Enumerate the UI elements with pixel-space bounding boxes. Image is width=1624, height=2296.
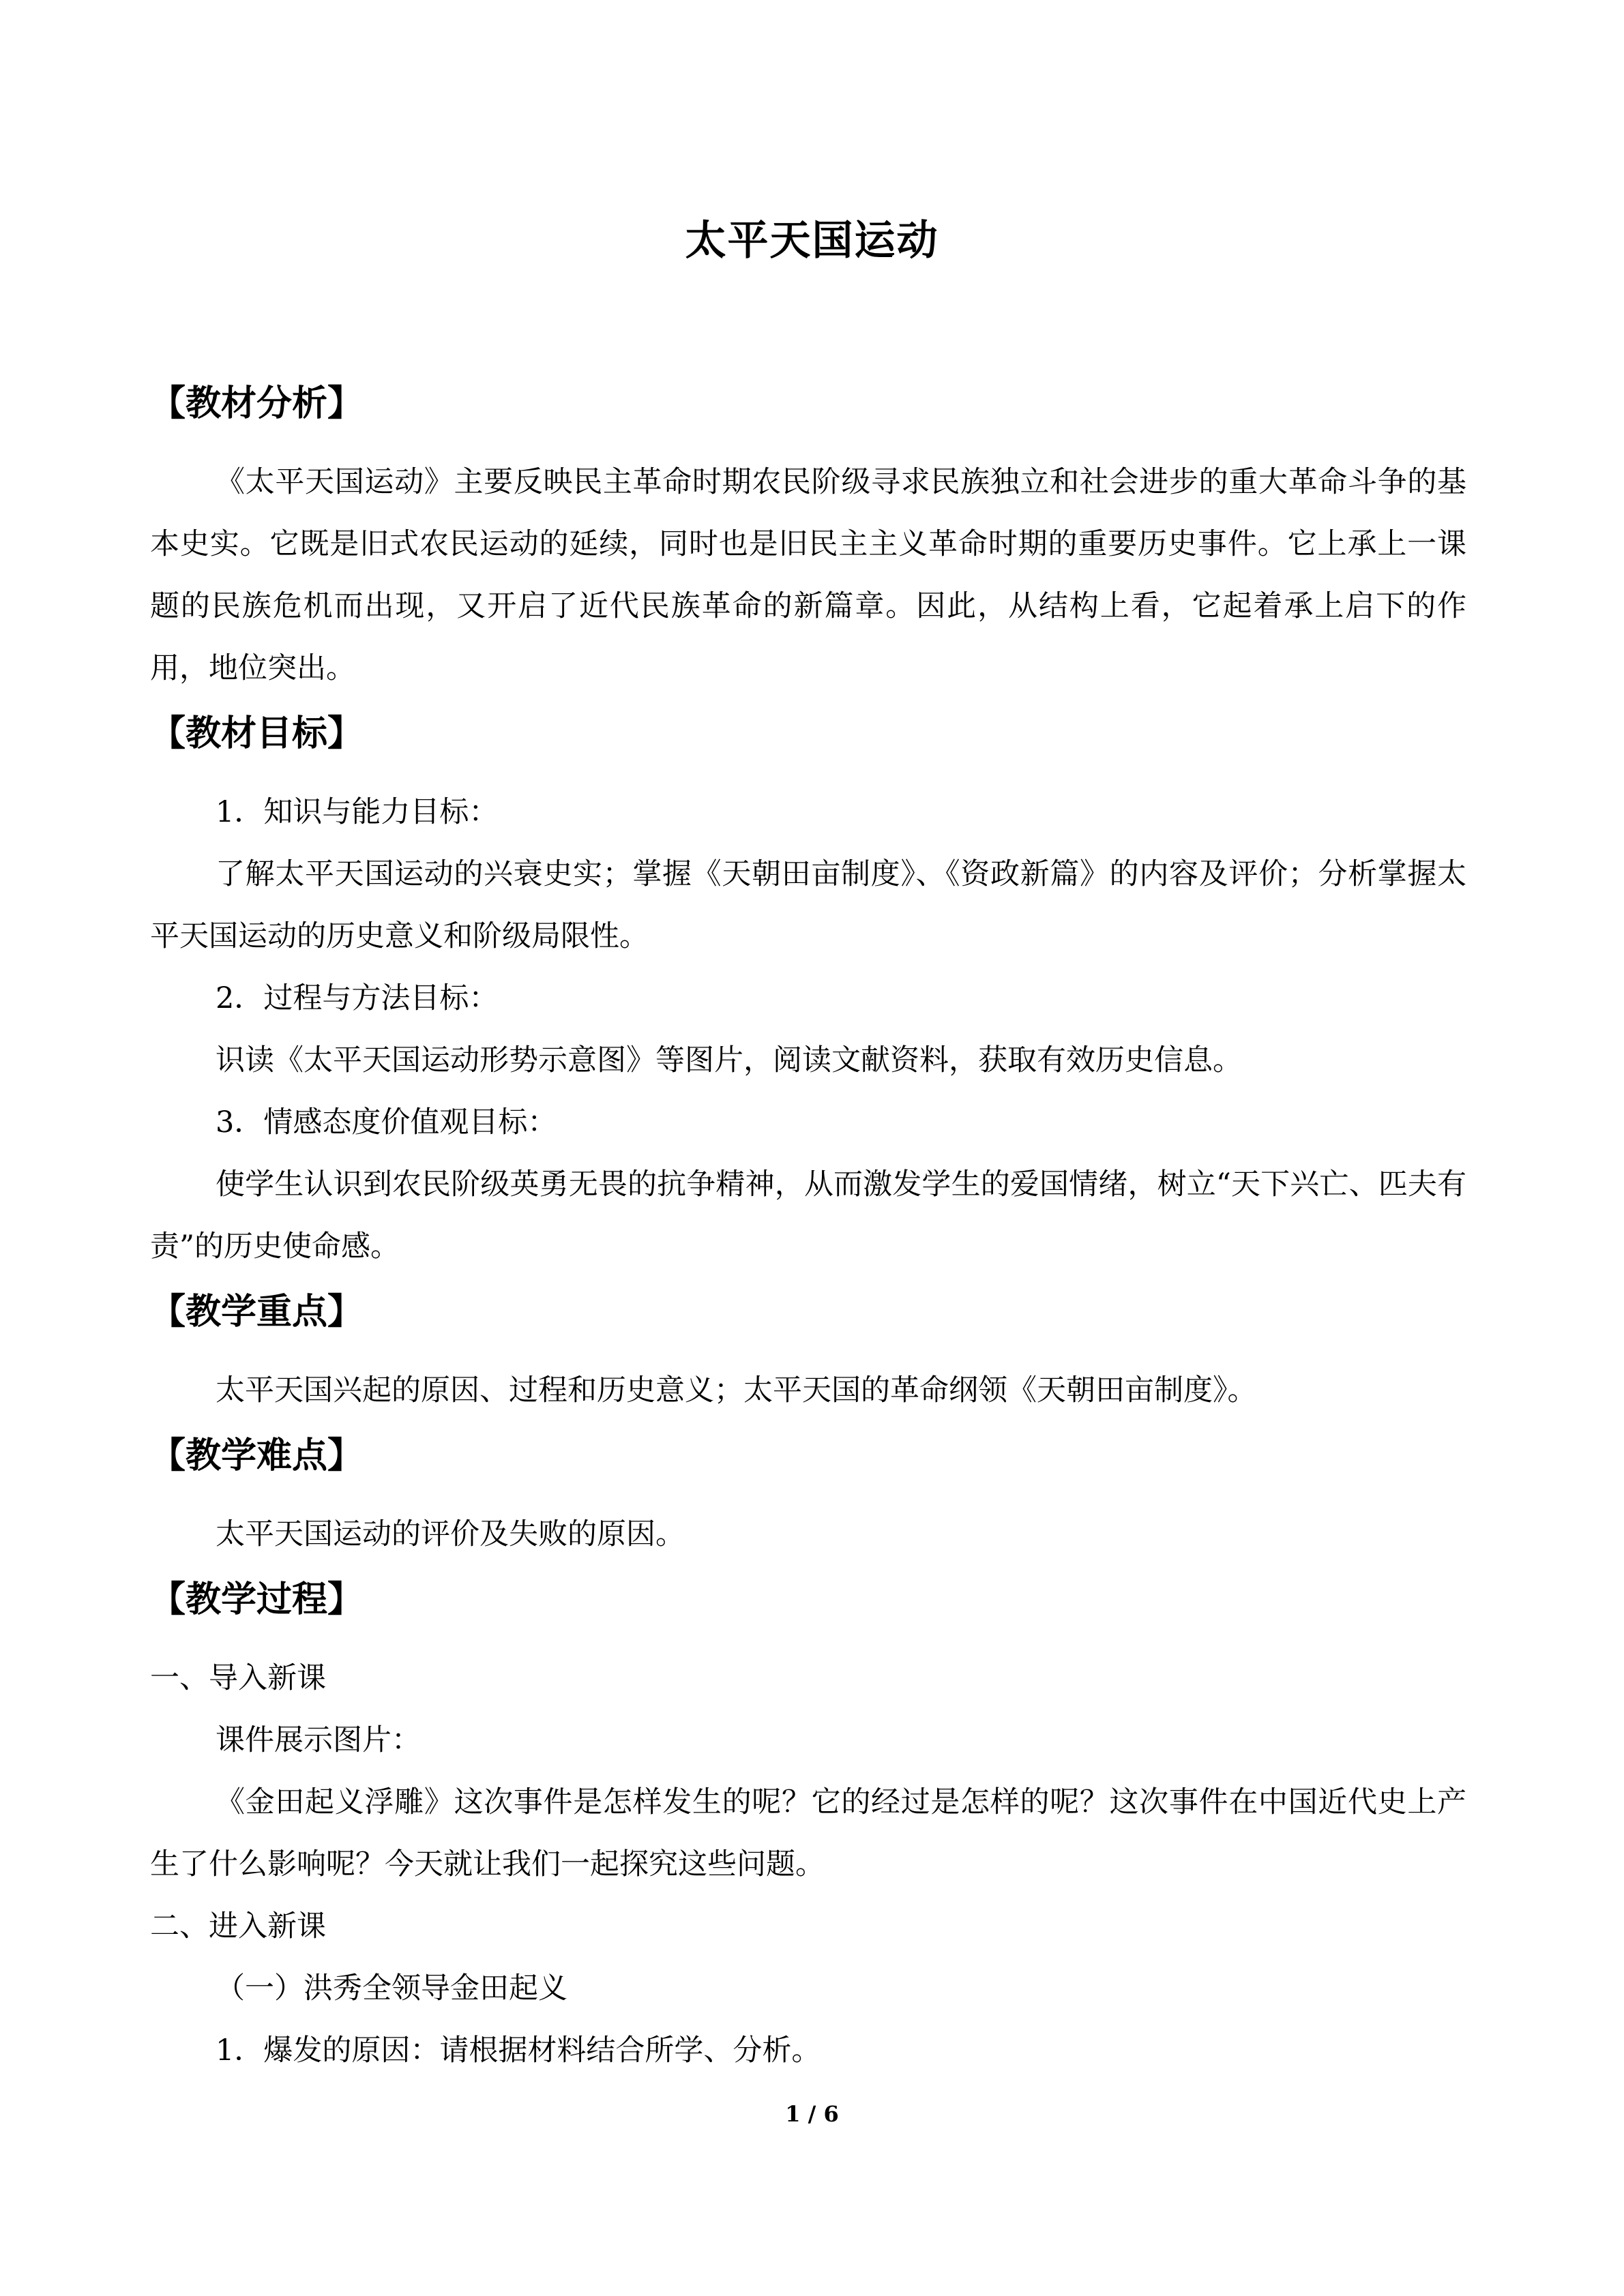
document-body — [150, 382, 1466, 2094]
section-heading: 【教学难点】 — [150, 1435, 364, 1476]
goal-item-title: 3．情感态度价值观目标： — [216, 1105, 557, 1139]
process-step-title: 二、进入新课 — [150, 1909, 326, 1943]
section-key-points — [150, 1290, 1466, 1422]
key-points-paragraph: 太平天国兴起的原因、过程和历史意义；太平天国的革命纲领《天朝田亩制度》。 — [216, 1373, 1257, 1407]
process-sub-title: （一）洪秀全领导金田起义 — [216, 1971, 567, 2006]
section-goals — [150, 712, 1466, 1278]
goal-item-title: 1．知识与能力目标： — [216, 795, 499, 829]
page-title: 太平天国运动 — [685, 217, 939, 265]
goal-item-text: 了解太平天国运动的兴衰史实；掌握《天朝田亩制度》、《资政新篇》的内容及评价；分析掌握太平天国运动的历史意义和阶级局限性。 — [150, 857, 1466, 953]
process-step-text: 《金田起义浮雕》这次事件是怎样发生的呢？它的经过是怎样的呢？这次事件在中国近代史上产生了什么影响呢？今天就让我们一起探究这些问题。 — [150, 1785, 1466, 1881]
section-difficulties — [150, 1434, 1466, 1566]
goal-item-title: 2．过程与方法目标： — [216, 981, 499, 1015]
analysis-paragraph: 《太平天国运动》主要反映民主革命时期农民阶级寻求民族独立和社会进步的重大革命斗争的基本史实。它既是旧式农民运动的延续，同时也是旧民主主义革命时期的重要历史事件。它上承上一课题的民族危机而出现，又开启了近代民族革命的新篇章。因此，从结构上看，它起着承上启下的作用，地位突出。 — [150, 465, 1466, 685]
section-process — [150, 1578, 1466, 2082]
process-sub-item: 1．爆发的原因：请根据材料结合所学、分析。 — [216, 2033, 821, 2068]
page-number: 1 / 6 — [785, 2101, 839, 2127]
section-analysis — [150, 382, 1466, 700]
process-step-line: 课件展示图片： — [216, 1723, 421, 1757]
section-heading: 【教学过程】 — [150, 1579, 364, 1620]
difficulties-paragraph: 太平天国运动的评价及失败的原因。 — [216, 1517, 685, 1551]
section-heading: 【教材分析】 — [150, 383, 364, 424]
section-heading: 【教学重点】 — [150, 1292, 364, 1332]
process-step-title: 一、导入新课 — [150, 1661, 326, 1695]
goal-item-text: 识读《太平天国运动形势示意图》等图片，阅读文献资料，获取有效历史信息。 — [216, 1043, 1242, 1077]
goal-item-text: 使学生认识到农民阶级英勇无畏的抗争精神，从而激发学生的爱国情绪，树立“天下兴亡、匹夫有责”的历史使命感。 — [150, 1167, 1466, 1264]
section-heading: 【教材目标】 — [150, 713, 364, 754]
